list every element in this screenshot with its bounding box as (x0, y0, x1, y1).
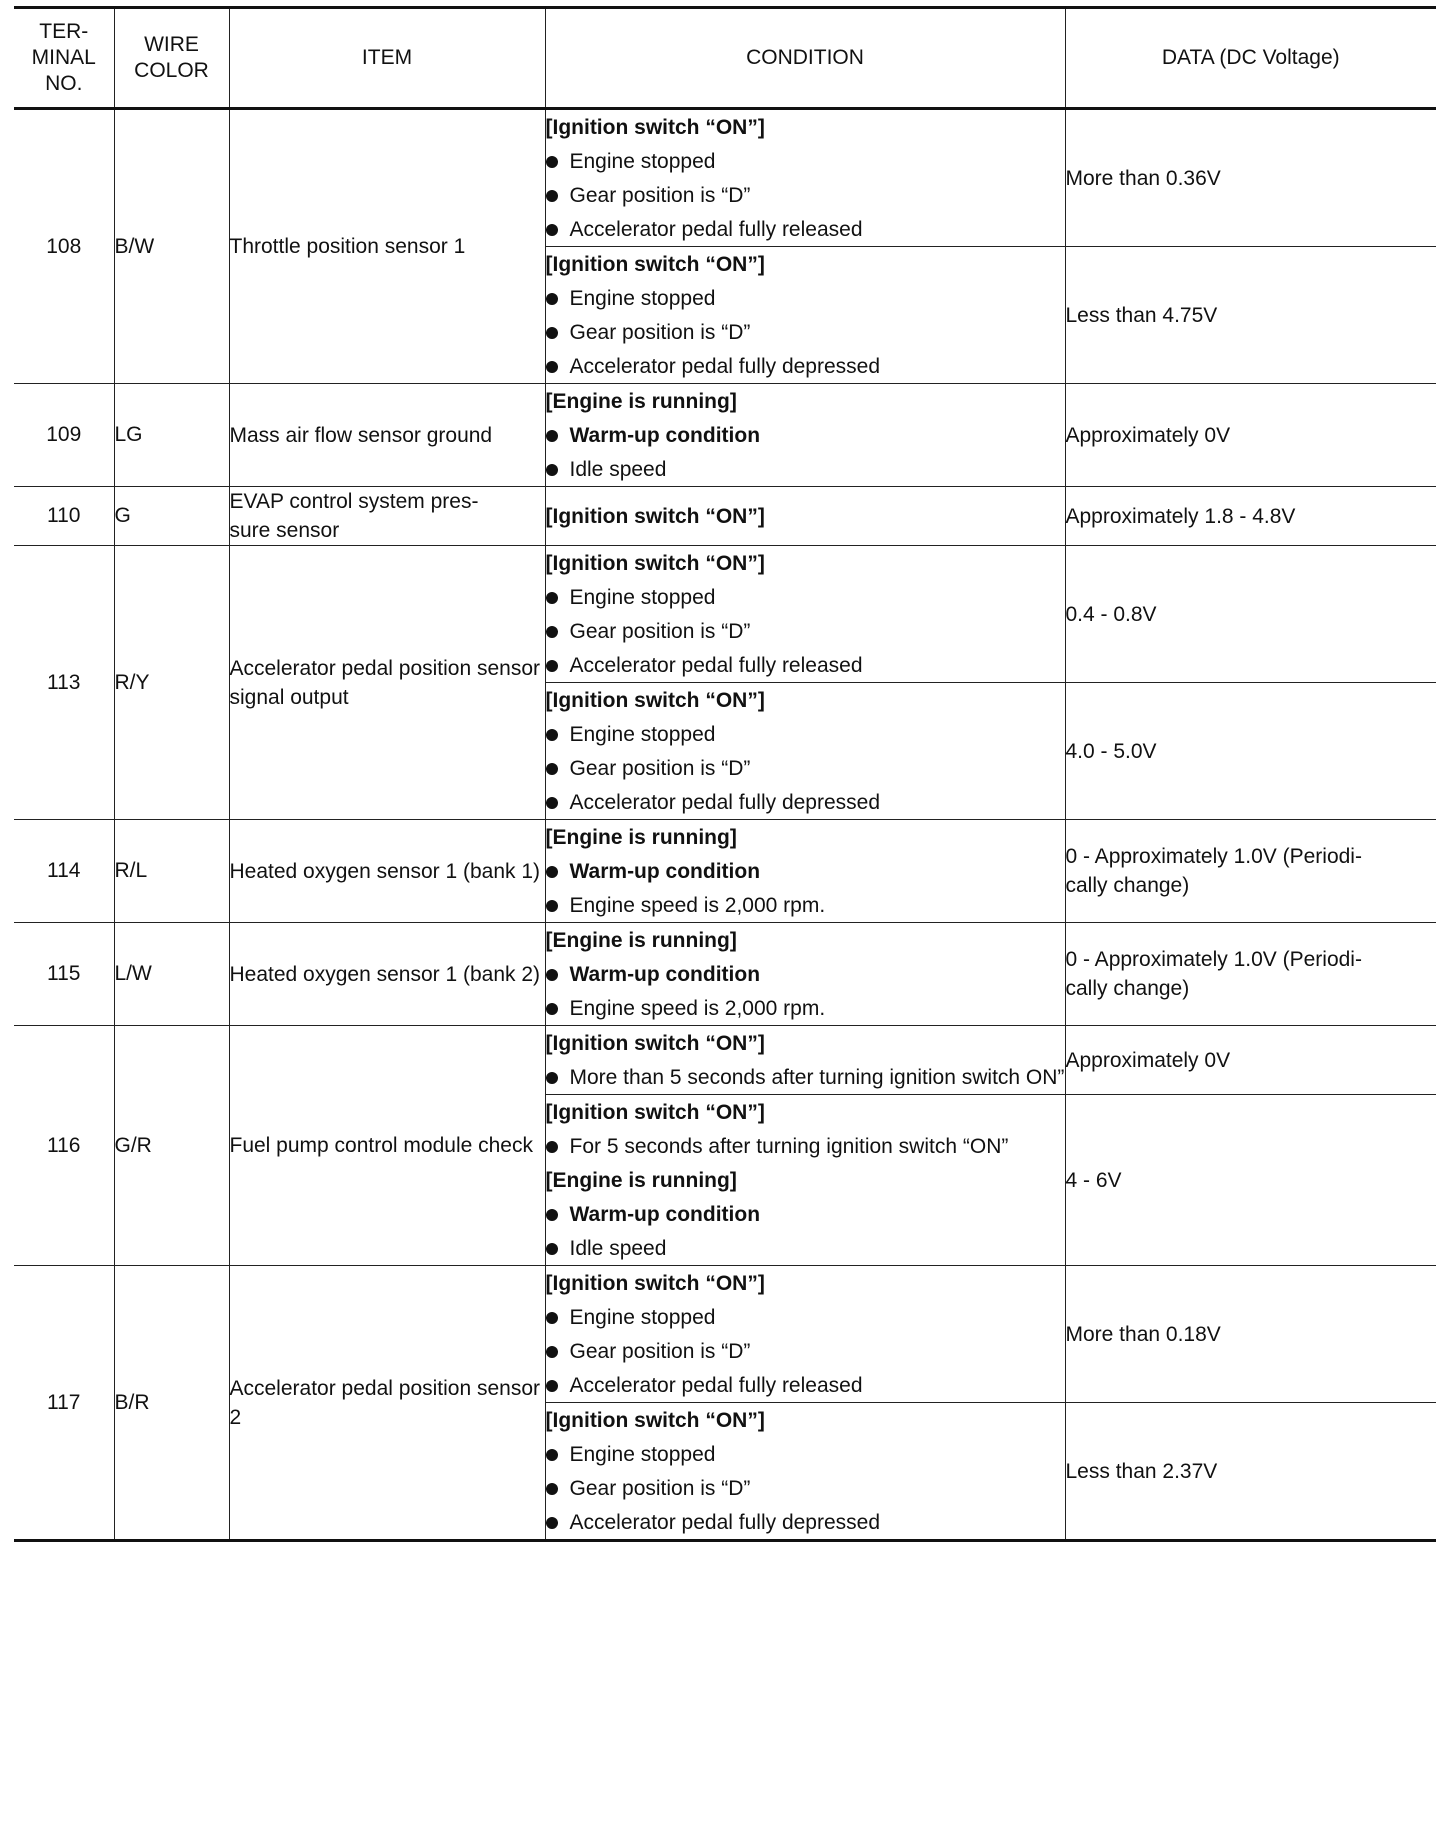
condition-bullet-text: Gear position is “D” (569, 1477, 751, 1500)
bullet-icon (546, 327, 558, 339)
condition-bullet-text: Warm-up condition (569, 1203, 761, 1226)
bullet-icon (546, 626, 558, 638)
condition-bullet (546, 1060, 1065, 1094)
condition-bullet (546, 315, 1065, 349)
header-terminal-no: TER- MINAL NO. (14, 8, 114, 109)
condition-bullet (546, 144, 1065, 178)
condition-heading: [Ignition switch “ON”] (545, 253, 765, 276)
condition-bullet (546, 418, 1065, 452)
wire-color: R/Y (114, 546, 229, 820)
condition-heading: [Ignition switch “ON”] (545, 552, 765, 575)
bullet-icon (546, 190, 558, 202)
condition-bullet (546, 178, 1065, 212)
condition-bullet (546, 1197, 1065, 1231)
condition-bullet-text: Accelerator pedal fully depressed (569, 355, 881, 378)
bullet-icon (546, 1243, 558, 1255)
condition-heading: [Engine is running] (545, 929, 737, 952)
item-name: Accelerator pedal position sensor signal output (229, 546, 545, 820)
bullet-icon (546, 156, 558, 168)
condition-bullet (546, 1300, 1065, 1334)
condition-bullet-text: Gear position is “D” (569, 620, 751, 643)
wire-color: B/R (114, 1266, 229, 1541)
condition-cell (545, 1026, 1065, 1095)
header-item: ITEM (229, 8, 545, 109)
terminal-number: 117 (14, 1266, 114, 1541)
condition-cell (545, 820, 1065, 923)
table-row (14, 546, 1436, 683)
bullet-icon (546, 969, 558, 981)
bullet-icon (546, 464, 558, 476)
condition-cell (545, 1403, 1065, 1541)
condition-bullet-text: Accelerator pedal fully released (569, 654, 863, 677)
condition-cell (545, 109, 1065, 247)
condition-bullet (546, 1505, 1065, 1539)
bullet-icon (546, 660, 558, 672)
condition-bullet (546, 648, 1065, 682)
condition-heading: [Ignition switch “ON”] (545, 505, 765, 528)
terminal-number: 108 (14, 109, 114, 384)
condition-bullet-text: Gear position is “D” (569, 184, 751, 207)
condition-bullet-text: Engine stopped (569, 586, 716, 609)
condition-cell (545, 923, 1065, 1026)
condition-bullet-text: Warm-up condition (569, 424, 761, 447)
condition-heading: [Ignition switch “ON”] (545, 1272, 765, 1295)
condition-heading: [Ignition switch “ON”] (545, 1409, 765, 1432)
header-condition: CONDITION (545, 8, 1065, 109)
item-name: Heated oxygen sensor 1 (bank 2) (229, 923, 545, 1026)
bullet-icon (546, 430, 558, 442)
condition-bullet-text: Accelerator pedal fully released (569, 218, 863, 241)
document-page (14, 6, 1436, 1542)
condition-bullet (546, 957, 1065, 991)
terminal-number: 110 (14, 487, 114, 546)
table-row (14, 109, 1436, 247)
condition-bullet (546, 1437, 1065, 1471)
condition-bullet-text: Accelerator pedal fully depressed (569, 791, 881, 814)
bullet-icon (546, 1449, 558, 1461)
bullet-icon (546, 361, 558, 373)
header-data: DATA (DC Voltage) (1065, 8, 1436, 109)
item-name: Heated oxygen sensor 1 (bank 1) (229, 820, 545, 923)
condition-bullet-text: Accelerator pedal fully released (569, 1374, 863, 1397)
condition-bullet-text: Engine speed is 2,000 rpm. (569, 894, 826, 917)
condition-bullet (546, 888, 1065, 922)
terminal-number: 116 (14, 1026, 114, 1266)
voltage-data: 0 - Approximately 1.0V (Periodi- cally change) (1065, 820, 1436, 923)
condition-heading: [Ignition switch “ON”] (545, 116, 765, 139)
condition-bullet (546, 1471, 1065, 1505)
condition-bullet (546, 349, 1065, 383)
condition-heading: [Engine is running] (545, 1169, 737, 1192)
bullet-icon (546, 866, 558, 878)
condition-bullet (546, 717, 1065, 751)
bullet-icon (546, 224, 558, 236)
table-row (14, 820, 1436, 923)
voltage-data: Less than 4.75V (1065, 247, 1436, 384)
condition-bullet (546, 854, 1065, 888)
bullet-icon (546, 1003, 558, 1015)
bullet-icon (546, 763, 558, 775)
condition-heading: [Engine is running] (545, 390, 737, 413)
bullet-icon (546, 1209, 558, 1221)
condition-bullet-text: Engine stopped (569, 1306, 716, 1329)
condition-heading: [Ignition switch “ON”] (545, 1032, 765, 1055)
voltage-data: More than 0.18V (1065, 1266, 1436, 1403)
bullet-icon (546, 1346, 558, 1358)
voltage-data: Approximately 0V (1065, 384, 1436, 487)
wire-color: R/L (114, 820, 229, 923)
terminal-number: 109 (14, 384, 114, 487)
header-wire-color: WIRE COLOR (114, 8, 229, 109)
item-name: Accelerator pedal position sensor 2 (229, 1266, 545, 1541)
condition-cell (545, 247, 1065, 384)
condition-bullet (546, 281, 1065, 315)
terminal-number: 114 (14, 820, 114, 923)
condition-cell (545, 1095, 1065, 1266)
condition-bullet-text: More than 5 seconds after turning ignition switch ON” (569, 1066, 1065, 1089)
table-row (14, 384, 1436, 487)
wire-color: B/W (114, 109, 229, 384)
bullet-icon (546, 293, 558, 305)
bullet-icon (546, 1517, 558, 1529)
wire-color: G (114, 487, 229, 546)
voltage-data: Approximately 0V (1065, 1026, 1436, 1095)
condition-heading: [Ignition switch “ON”] (545, 689, 765, 712)
condition-heading: [Engine is running] (545, 826, 737, 849)
voltage-data: Less than 2.37V (1065, 1403, 1436, 1541)
table-header-row (14, 8, 1436, 109)
condition-cell (545, 683, 1065, 820)
bullet-icon (546, 1141, 558, 1153)
condition-cell (545, 546, 1065, 683)
bullet-icon (546, 1380, 558, 1392)
condition-bullet-text: Engine speed is 2,000 rpm. (569, 997, 826, 1020)
voltage-data: 0.4 - 0.8V (1065, 546, 1436, 683)
condition-cell (545, 1266, 1065, 1403)
table-row (14, 1026, 1436, 1095)
bullet-icon (546, 1072, 558, 1084)
condition-bullet-text: Warm-up condition (569, 963, 761, 986)
condition-bullet-text: Engine stopped (569, 150, 716, 173)
condition-bullet-text: Gear position is “D” (569, 321, 751, 344)
bullet-icon (546, 1483, 558, 1495)
condition-bullet (546, 1129, 1065, 1163)
condition-bullet-text: Engine stopped (569, 287, 716, 310)
wire-color: LG (114, 384, 229, 487)
condition-bullet (546, 991, 1065, 1025)
table-row (14, 1266, 1436, 1403)
condition-bullet-text: Accelerator pedal fully depressed (569, 1511, 881, 1534)
bullet-icon (546, 797, 558, 809)
condition-bullet (546, 1334, 1065, 1368)
item-name: Fuel pump control module check (229, 1026, 545, 1266)
condition-bullet-text: For 5 seconds after turning ignition switch “ON” (569, 1135, 1009, 1158)
voltage-data: 0 - Approximately 1.0V (Periodi- cally change) (1065, 923, 1436, 1026)
condition-bullet (546, 1368, 1065, 1402)
condition-bullet (546, 580, 1065, 614)
wire-color: G/R (114, 1026, 229, 1266)
table-body (14, 109, 1436, 1541)
terminal-number: 115 (14, 923, 114, 1026)
table-row (14, 923, 1436, 1026)
bullet-icon (546, 900, 558, 912)
bullet-icon (546, 729, 558, 741)
bullet-icon (546, 1312, 558, 1324)
condition-bullet-text: Engine stopped (569, 723, 716, 746)
condition-heading: [Ignition switch “ON”] (545, 1101, 765, 1124)
condition-bullet-text: Idle speed (569, 458, 667, 481)
condition-bullet-text: Engine stopped (569, 1443, 716, 1466)
condition-bullet (546, 212, 1065, 246)
terminal-number: 113 (14, 546, 114, 820)
condition-bullet (546, 614, 1065, 648)
condition-bullet-text: Gear position is “D” (569, 757, 751, 780)
condition-cell (545, 384, 1065, 487)
voltage-data: 4 - 6V (1065, 1095, 1436, 1266)
condition-cell (545, 487, 1065, 546)
condition-bullet (546, 785, 1065, 819)
item-name: Throttle position sensor 1 (229, 109, 545, 384)
table-row (14, 487, 1436, 546)
voltage-data: Approximately 1.8 - 4.8V (1065, 487, 1436, 546)
condition-bullet (546, 751, 1065, 785)
condition-bullet-text: Warm-up condition (569, 860, 761, 883)
item-name: EVAP control system pres- sure sensor (229, 487, 545, 546)
wire-color: L/W (114, 923, 229, 1026)
condition-bullet (546, 452, 1065, 486)
item-name: Mass air flow sensor ground (229, 384, 545, 487)
voltage-data: 4.0 - 5.0V (1065, 683, 1436, 820)
condition-bullet (546, 1231, 1065, 1265)
bullet-icon (546, 592, 558, 604)
terminal-data-table (14, 6, 1436, 1542)
condition-bullet-text: Gear position is “D” (569, 1340, 751, 1363)
voltage-data: More than 0.36V (1065, 109, 1436, 247)
condition-bullet-text: Idle speed (569, 1237, 667, 1260)
